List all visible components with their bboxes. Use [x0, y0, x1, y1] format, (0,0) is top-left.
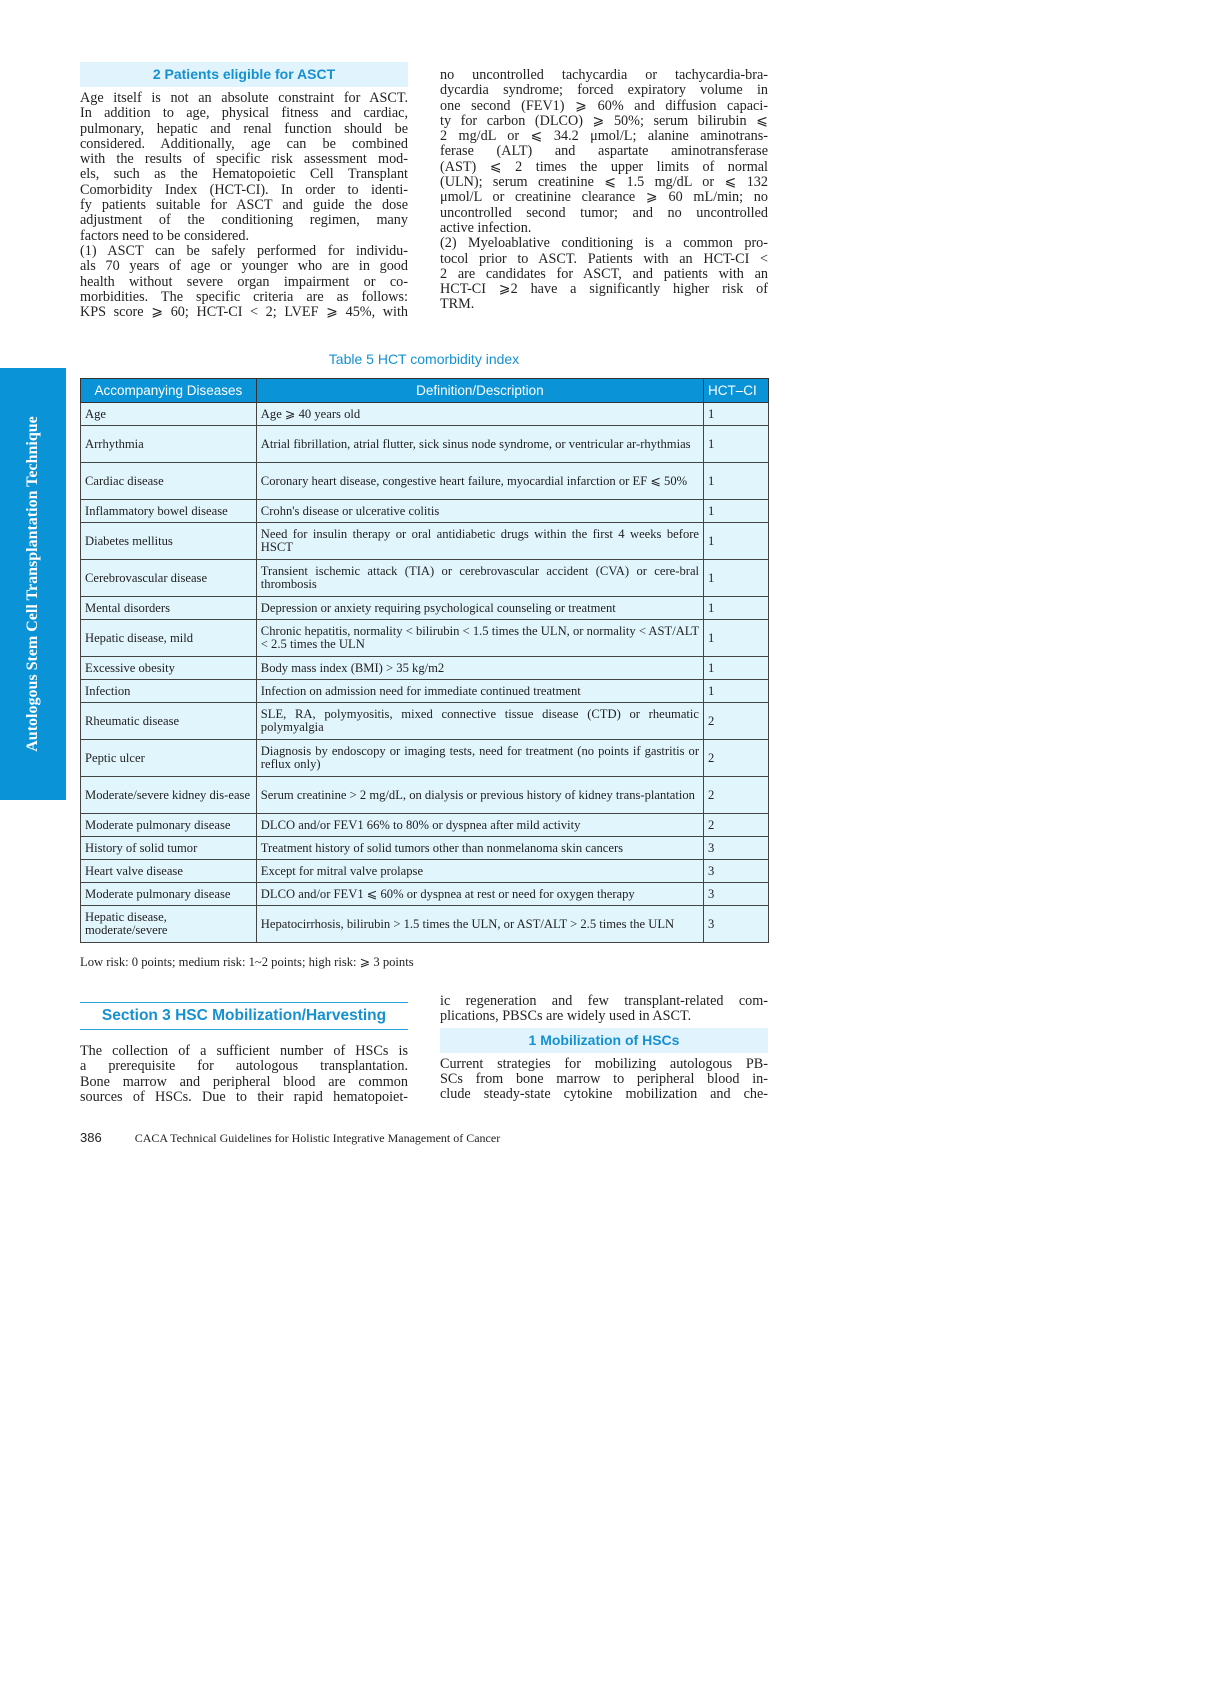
table-title: Table 5 HCT comorbidity index	[328, 351, 520, 367]
table-row	[81, 860, 769, 883]
comorbidity-table	[80, 378, 769, 943]
score-cell: 1	[704, 560, 769, 597]
disease-cell: Peptic ulcer	[81, 740, 257, 777]
table-row	[81, 597, 769, 620]
table-row	[81, 463, 769, 500]
table-row	[81, 403, 769, 426]
score-cell: 2	[704, 814, 769, 837]
footer-title: CACA Technical Guidelines for Holistic Integrative Management of Cancer	[134, 1131, 501, 1145]
section-heading: Section 3 HSC Mobilization/Harvesting	[80, 1002, 408, 1030]
column-header: Accompanying Diseases	[81, 379, 257, 403]
text-line: with the results of specific risk assessment mod-	[80, 151, 408, 168]
score-cell: 2	[704, 740, 769, 777]
right-column-top	[440, 68, 768, 313]
text-line: ferase (ALT) and aspartate aminotransferase	[440, 143, 768, 160]
score-cell: 2	[704, 703, 769, 740]
disease-cell: Moderate/severe kidney dis-ease	[81, 777, 257, 814]
side-tab	[0, 368, 66, 800]
table-row	[81, 426, 769, 463]
definition-cell: Crohn's disease or ulcerative colitis	[256, 500, 703, 523]
disease-cell: Rheumatic disease	[81, 703, 257, 740]
text-line: no uncontrolled tachycardia or tachycardia-bra-	[440, 67, 768, 83]
table-row	[81, 523, 769, 560]
left-column-bottom	[80, 1002, 408, 1105]
score-cell: 1	[704, 500, 769, 523]
definition-cell: Treatment history of solid tumors other than nonmelanoma skin cancers	[256, 837, 703, 860]
disease-cell: Hepatic disease, mild	[81, 620, 257, 657]
score-cell: 3	[704, 860, 769, 883]
text-line: HCT-CI ⩾2 have a significantly higher risk of	[440, 281, 768, 298]
text-line: Bone marrow and peripheral blood are common	[80, 1073, 408, 1090]
score-cell: 3	[704, 906, 769, 943]
body-text	[80, 91, 408, 320]
side-tab-label: Autologous Stem Cell Transplantation Technique	[24, 416, 41, 752]
definition-cell: Depression or anxiety requiring psychological counseling or treatment	[256, 597, 703, 620]
page-footer	[80, 1130, 500, 1146]
table-note: Low risk: 0 points; medium risk: 1~2 points; high risk: ⩾ 3 points	[80, 955, 414, 969]
left-column-top	[80, 62, 408, 320]
definition-cell: DLCO and/or FEV1 66% to 80% or dyspnea after mild activity	[256, 814, 703, 837]
definition-cell: Transient ischemic attack (TIA) or cerebrovascular accident (CVA) or cere-bral thrombosis	[256, 560, 703, 597]
text-line: pulmonary, hepatic and renal function should be	[80, 120, 408, 137]
definition-cell: Age ⩾ 40 years old	[256, 403, 703, 426]
table-row	[81, 620, 769, 657]
definition-cell: DLCO and/or FEV1 ⩽ 60% or dyspnea at rest or need for oxygen therapy	[256, 883, 703, 906]
score-cell: 1	[704, 620, 769, 657]
text-line: (AST) ⩽ 2 times the upper limits of normal	[440, 158, 768, 175]
text-line: Comorbidity Index (HCT-CI). In order to identi-	[80, 181, 408, 198]
text-line: els, such as the Hematopoietic Cell Transplant	[80, 166, 408, 183]
disease-cell: Moderate pulmonary disease	[81, 883, 257, 906]
text-line: KPS score ⩾ 60; HCT-CI < 2; LVEF ⩾ 45%, with	[80, 304, 408, 321]
disease-cell: History of solid tumor	[81, 837, 257, 860]
definition-cell: Coronary heart disease, congestive heart failure, myocardial infarction or EF ⩽ 50%	[256, 463, 703, 500]
definition-cell: Infection on admission need for immediate continued treatment	[256, 680, 703, 703]
table-row	[81, 837, 769, 860]
right-column-bottom	[440, 994, 768, 1102]
disease-cell: Heart valve disease	[81, 860, 257, 883]
score-cell: 1	[704, 426, 769, 463]
definition-cell: Body mass index (BMI) > 35 kg/m2	[256, 657, 703, 680]
table-row	[81, 657, 769, 680]
disease-cell: Arrhythmia	[81, 426, 257, 463]
disease-cell: Age	[81, 403, 257, 426]
text-line: (2) Myeloablative conditioning is a common pro-	[440, 235, 768, 252]
body-text	[440, 68, 768, 313]
definition-cell: SLE, RA, polymyositis, mixed connective tissue disease (CTD) or rheumatic polymyalgia	[256, 703, 703, 740]
definition-cell: Hepatocirrhosis, bilirubin > 1.5 times the ULN, or AST/ALT > 2.5 times the ULN	[256, 906, 703, 943]
table-row	[81, 777, 769, 814]
score-cell: 1	[704, 597, 769, 620]
disease-cell: Inflammatory bowel disease	[81, 500, 257, 523]
definition-cell: Atrial fibrillation, atrial flutter, sick sinus node syndrome, or ventricular ar-rhythmias	[256, 426, 703, 463]
text-line: SCs from bone marrow to peripheral blood in-	[440, 1070, 768, 1087]
disease-cell: Moderate pulmonary disease	[81, 814, 257, 837]
text-line: 2 are candidates for ASCT, and patients with an	[440, 265, 768, 282]
text-line: ic regeneration and few transplant-related com-	[440, 993, 768, 1009]
body-text	[440, 1057, 768, 1103]
score-cell: 3	[704, 883, 769, 906]
text-line: The collection of a sufficient number of HSCs is	[80, 1043, 408, 1059]
text-line: dycardia syndrome; forced expiratory volume in	[440, 82, 768, 99]
text-line: Age itself is not an absolute constraint for ASCT.	[80, 90, 408, 106]
text-line: μmol/L or creatinine clearance ⩾ 60 mL/min; no	[440, 189, 768, 206]
definition-cell: Diagnosis by endoscopy or imaging tests, need for treatment (no points if gastritis or reflux only)	[256, 740, 703, 777]
text-line: fy patients suitable for ASCT and guide the dose	[80, 197, 408, 214]
body-text	[440, 994, 768, 1025]
text-line: health without severe organ impairment or co-	[80, 273, 408, 290]
column-header: Definition/Description	[256, 379, 703, 403]
text-line: als 70 years of age or younger who are in good	[80, 258, 408, 275]
text-line: a prerequisite for autologous transplantation.	[80, 1058, 408, 1075]
text-line: one second (FEV1) ⩾ 60% and diffusion capaci-	[440, 97, 768, 114]
disease-cell: Excessive obesity	[81, 657, 257, 680]
definition-cell: Chronic hepatitis, normality < bilirubin < 1.5 times the ULN, or normality < AST/ALT < 2.5 times the ULN	[256, 620, 703, 657]
text-line: active infection.	[440, 219, 532, 236]
text-line: ty for carbon (DLCO) ⩾ 50%; serum bilirubin ⩽	[440, 112, 768, 129]
body-text	[80, 1044, 408, 1105]
text-line: sources of HSCs. Due to their rapid hematopoiet-	[80, 1088, 408, 1105]
text-line: TRM.	[440, 296, 475, 313]
text-line: uncontrolled second tumor; and no uncontrolled	[440, 204, 768, 221]
table-row	[81, 500, 769, 523]
score-cell: 1	[704, 403, 769, 426]
score-cell: 1	[704, 657, 769, 680]
text-line: tocol prior to ASCT. Patients with an HCT-CI <	[440, 250, 768, 267]
subsection-heading: 1 Mobilization of HSCs	[440, 1028, 768, 1053]
text-line: adjustment of the conditioning regimen, many	[80, 212, 408, 229]
table-header-row	[81, 379, 769, 403]
table-row	[81, 703, 769, 740]
definition-cell: Serum creatinine > 2 mg/dL, on dialysis or previous history of kidney trans-plantation	[256, 777, 703, 814]
text-line: plications, PBSCs are widely used in ASCT.	[440, 1008, 692, 1025]
page-number: 386	[80, 1130, 102, 1145]
text-line: 2 mg/dL or ⩽ 34.2 μmol/L; alanine aminotrans-	[440, 128, 768, 145]
score-cell: 1	[704, 463, 769, 500]
score-cell: 2	[704, 777, 769, 814]
table-row	[81, 680, 769, 703]
score-cell: 3	[704, 837, 769, 860]
disease-cell: Mental disorders	[81, 597, 257, 620]
score-cell: 1	[704, 680, 769, 703]
definition-cell: Need for insulin therapy or oral antidiabetic drugs within the first 4 weeks before HSCT	[256, 523, 703, 560]
disease-cell: Infection	[81, 680, 257, 703]
column-header: HCT–CI	[704, 379, 769, 403]
text-line: (ULN); serum creatinine ⩽ 1.5 mg/dL or ⩽ 132	[440, 174, 768, 191]
table-row	[81, 740, 769, 777]
table-row	[81, 560, 769, 597]
table-row	[81, 883, 769, 906]
disease-cell: Cerebrovascular disease	[81, 560, 257, 597]
text-line: morbidities. The specific criteria are as follows:	[80, 288, 408, 305]
text-line: factors need to be considered.	[80, 227, 249, 244]
score-cell: 1	[704, 523, 769, 560]
table-row	[81, 814, 769, 837]
text-line: clude steady-state cytokine mobilization and che-	[440, 1086, 768, 1103]
subsection-heading: 2 Patients eligible for ASCT	[80, 62, 408, 87]
disease-cell: Diabetes mellitus	[81, 523, 257, 560]
text-line: Current strategies for mobilizing autologous PB-	[440, 1055, 768, 1072]
table-row	[81, 906, 769, 943]
text-line: In addition to age, physical fitness and cardiac,	[80, 105, 408, 122]
text-line: (1) ASCT can be safely performed for individu-	[80, 242, 408, 259]
text-line: considered. Additionally, age can be combined	[80, 135, 408, 152]
definition-cell: Except for mitral valve prolapse	[256, 860, 703, 883]
disease-cell: Cardiac disease	[81, 463, 257, 500]
disease-cell: Hepatic disease, moderate/severe	[81, 906, 257, 943]
